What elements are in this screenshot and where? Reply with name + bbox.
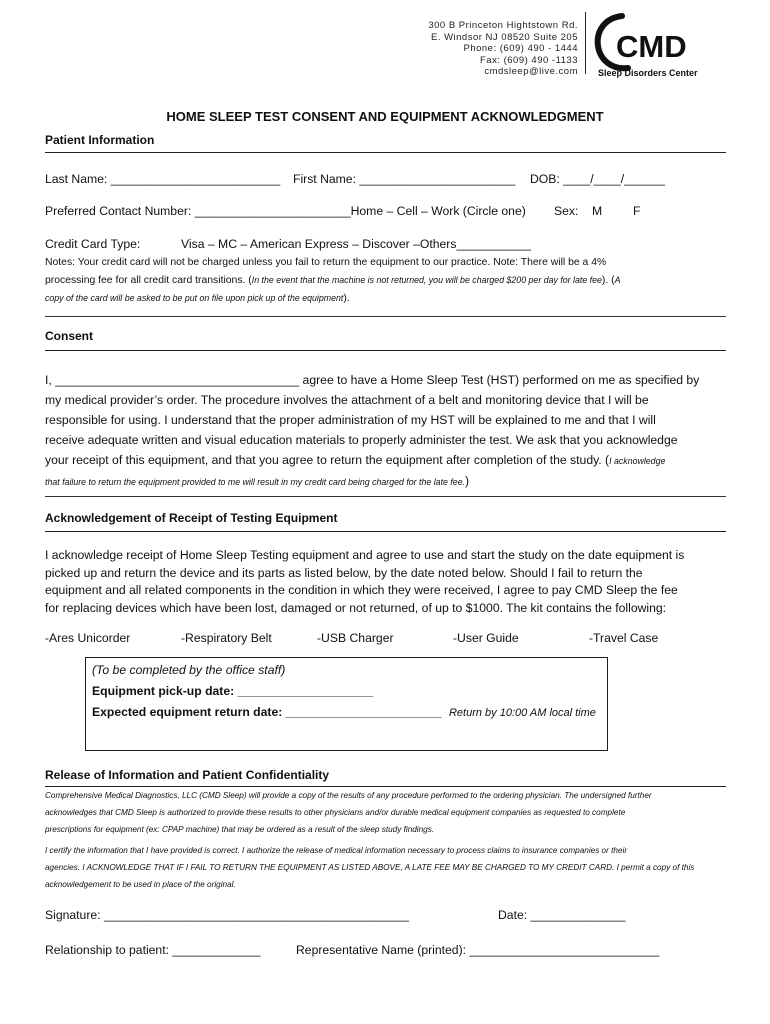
notes-line: processing fee for all credit card transitions. (In the event that the machine is not returned, you will be charged $200 per day for late fee). (A bbox=[45, 275, 621, 286]
logo-subtitle: Sleep Disorders Center bbox=[598, 68, 698, 78]
kit-item: -Ares Unicorder bbox=[45, 631, 131, 645]
credit-card-options[interactable]: Visa – MC – American Express – Discover –Others___________ bbox=[181, 237, 532, 251]
representative-name-field[interactable]: Representative Name (printed): ____________________________ bbox=[296, 943, 660, 957]
email-line: cmdsleep@live.com bbox=[484, 66, 578, 78]
release-paragraph-1: Comprehensive Medical Diagnostics, LLC (CMD Sleep) will provide a copy of the results of any procedure performed to the ordering physician. The undersigned further acknowledges that CMD Sleep is authorized to provide these results to other physicians and/or durable medical equipment companies as requested to complete prescriptions for equipment (ex: CPAP machine) that may be ordered as a result of the sleep study findings. bbox=[45, 791, 652, 834]
section-heading-consent: Consent bbox=[45, 329, 93, 343]
acknowledgement-paragraph: I acknowledge receipt of Home Sleep Testing equipment and agree to use and start the study on the date equipment is picked up and return the device and its parts as listed below, by the date noted below. Should I fail to return the equipment and all related components in the condition in which they were received, I agree to pay CMD Sleep the fee for replacing devices which have been lost, damaged or not returned, of up to $1000. The kit contains the following: bbox=[45, 548, 685, 615]
sex-option-f[interactable]: F bbox=[633, 204, 641, 218]
return-date-field: Expected equipment return date: _______________________ bbox=[92, 705, 442, 719]
sex-option-m[interactable]: M bbox=[592, 204, 603, 218]
section-divider bbox=[45, 531, 726, 532]
section-divider bbox=[45, 496, 726, 497]
return-time-note: Return by 10:00 AM local time bbox=[448, 707, 596, 719]
section-divider bbox=[45, 786, 726, 787]
first-name-field[interactable]: First Name: _______________________ bbox=[293, 172, 516, 186]
kit-item: -User Guide bbox=[453, 631, 519, 645]
credit-card-label: Credit Card Type: bbox=[45, 237, 141, 251]
section-divider bbox=[45, 350, 726, 351]
logo-text: CMD bbox=[616, 29, 687, 64]
form-title: HOME SLEEP TEST CONSENT AND EQUIPMENT ACKNOWLEDGMENT bbox=[166, 109, 604, 124]
last-name-field[interactable]: Last Name: _________________________ bbox=[45, 172, 281, 186]
address-line: 300 B Princeton Hightstown Rd. bbox=[428, 20, 578, 31]
relationship-field[interactable]: Relationship to patient: _____________ bbox=[45, 943, 261, 957]
sex-label: Sex: bbox=[554, 204, 579, 218]
kit-item: -Respiratory Belt bbox=[181, 631, 272, 645]
return-date-row[interactable] bbox=[92, 705, 596, 719]
notes-line: copy of the card will be asked to be put on file upon pick up of the equipment). bbox=[45, 293, 350, 304]
release-paragraph-2: I certify the information that I have provided is correct. I authorize the release of medical information necessary to process claims to insurance companies or their agencies. I ACKNOWLEDGE THAT IF I FAIL TO RETURN THE EQUIPMENT AS LISTED ABOVE, A LATE FEE MAY BE CHARGED TO MY CREDIT CARD. I permit a copy of this acknowledgement to be used in place of the original. bbox=[45, 846, 695, 889]
notes-line: Notes: Your credit card will not be charged unless you fail to return the equipment to our practice. Note: There will be a 4% bbox=[45, 257, 607, 268]
section-heading-patient-info: Patient Information bbox=[45, 133, 155, 147]
section-heading-acknowledgement: Acknowledgement of Receipt of Testing Equipment bbox=[45, 511, 338, 525]
section-divider bbox=[45, 152, 726, 153]
practice-address bbox=[428, 20, 578, 78]
address-line: E. Windsor NJ 08520 Suite 205 bbox=[430, 31, 578, 43]
date-field[interactable]: Date: ______________ bbox=[498, 908, 626, 922]
office-staff-box bbox=[85, 657, 608, 751]
consent-paragraph: I, ____________________________________ agree to have a Home Sleep Test (HST) performed on me as specified by my medical provider’s order. The procedure involves the attachment of a belt and monitoring device that I will be responsible for using. I understand that the proper administration of my HST will be explained to me and that I will receive adequate written and visual education materials to properly administer the test. We ask that you acknowledge your receipt of this equipment, and that you agree to return the equipment after completion of the study. (I acknowledge that failure to return the equipment provided to me will result in my credit card being charged for the late fee.) bbox=[45, 373, 700, 488]
kit-item: -Travel Case bbox=[589, 631, 659, 645]
cmd-logo bbox=[592, 10, 732, 80]
kit-item: -USB Charger bbox=[317, 631, 394, 645]
section-heading-release: Release of Information and Patient Confidentiality bbox=[45, 768, 330, 782]
phone-line: Phone: (609) 490 - 1444 bbox=[463, 43, 578, 55]
pickup-date-field[interactable]: Equipment pick-up date: ____________________ bbox=[92, 684, 374, 698]
contact-number-field[interactable]: Preferred Contact Number: _______________________Home – Cell – Work (Circle one) bbox=[45, 204, 526, 218]
staff-note: (To be completed by the office staff) bbox=[92, 663, 286, 677]
section-divider bbox=[45, 316, 726, 317]
fax-line: Fax: (609) 490 -1133 bbox=[479, 54, 578, 66]
signature-field[interactable]: Signature: _____________________________________________ bbox=[45, 908, 409, 922]
logo-divider bbox=[585, 12, 586, 74]
dob-field[interactable]: DOB: ____/____/______ bbox=[530, 172, 665, 186]
